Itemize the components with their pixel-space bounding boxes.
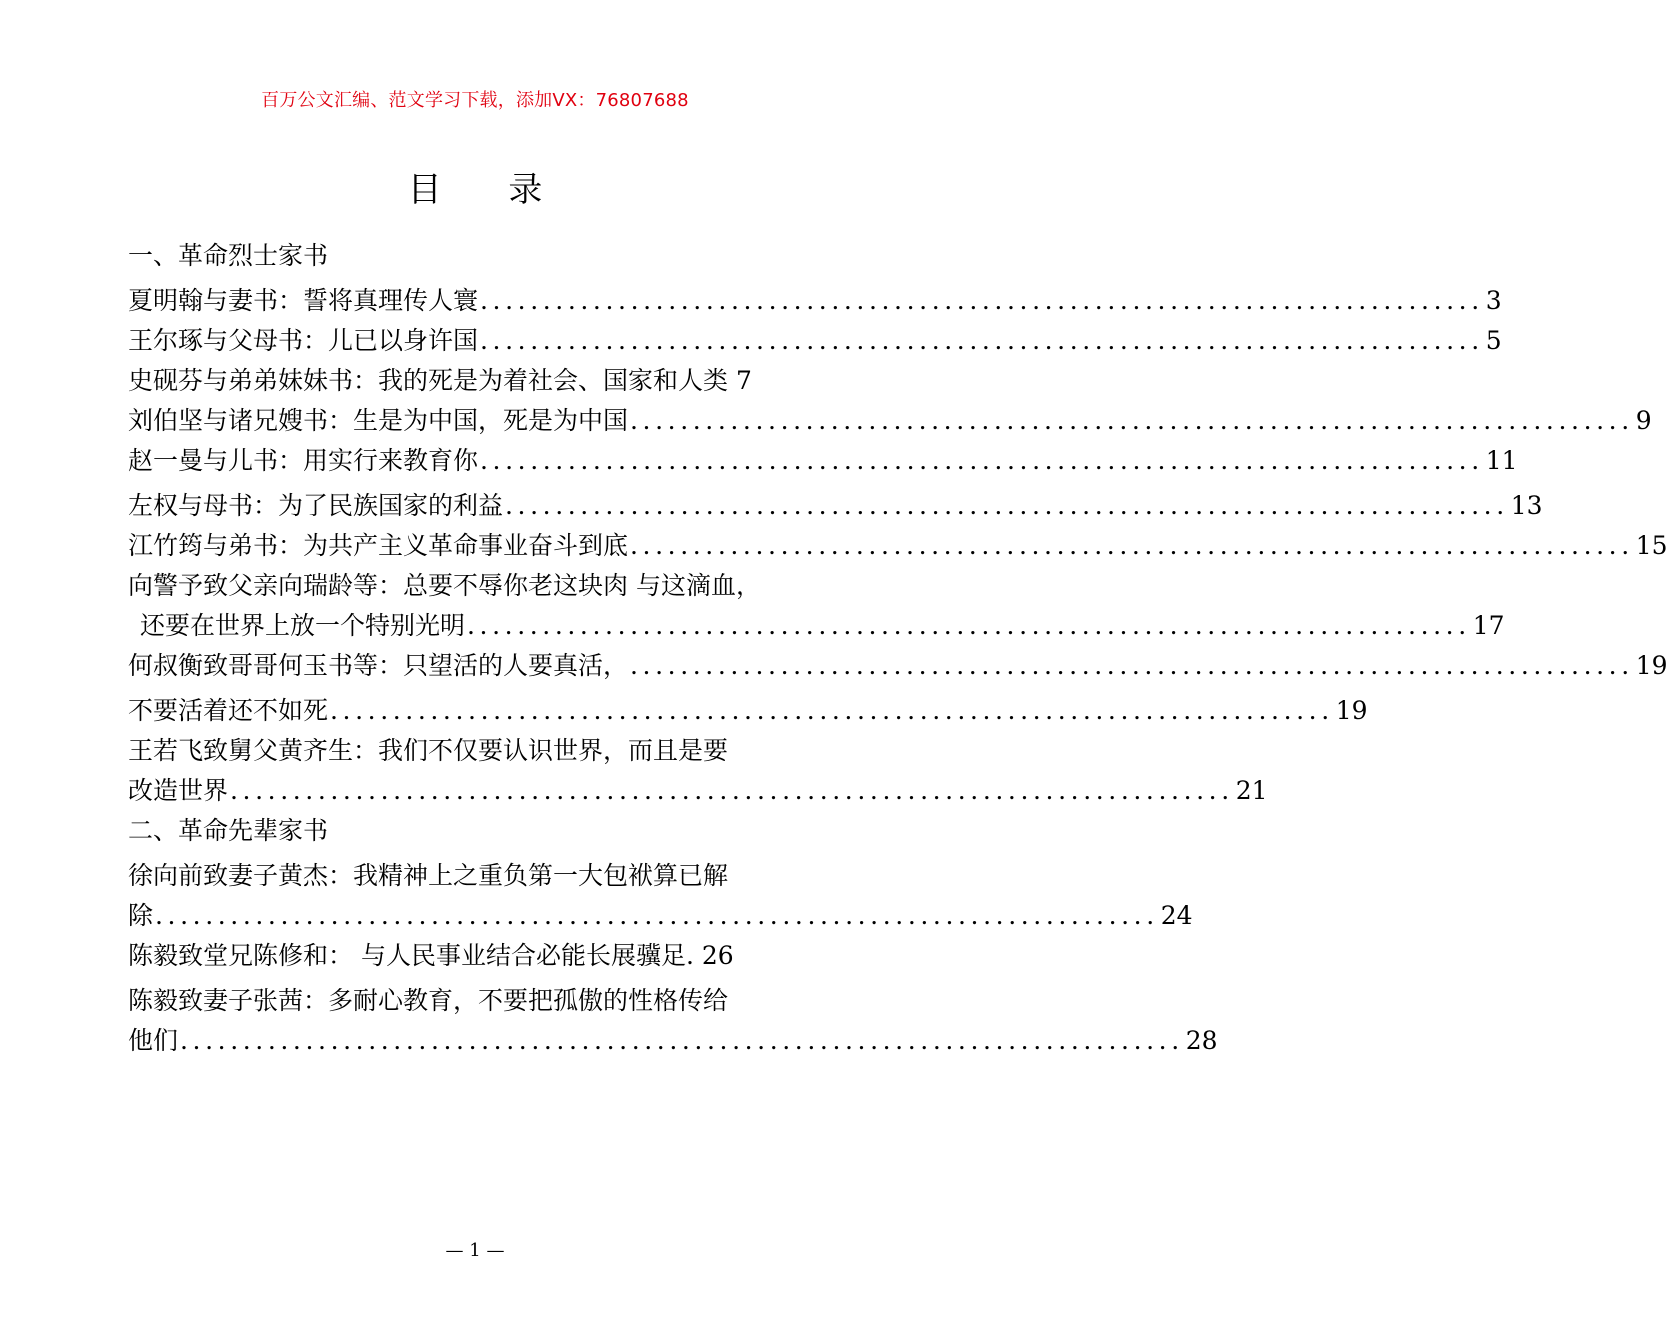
toc-page-number: 13	[1510, 491, 1543, 520]
toc-leader-dots: ................................................................................	[505, 491, 1509, 520]
toc-page-number: 3	[1485, 286, 1502, 315]
toc-section-heading: 一、革命烈士家书	[128, 241, 329, 270]
toc-page-number: 5	[1485, 326, 1502, 355]
toc-page-number: 28	[1185, 1026, 1218, 1055]
toc-entry[interactable]: 徐向前致妻子黄杰：我精神上之重负第一大包袱算已解	[128, 861, 729, 890]
toc-leader-dots: ................................................................................	[480, 326, 1484, 355]
toc-entry-continuation[interactable]: 他们 ................................................................................ 28	[128, 1021, 833, 1061]
toc-entry[interactable]: 不要活着还不如死 ................................................................................ 19	[128, 691, 833, 731]
toc-leader-dots: ................................................................................	[480, 446, 1484, 475]
toc-leader-dots: ................................................................................	[330, 696, 1334, 725]
toc-page-number: 17	[1472, 611, 1505, 640]
toc-leader-dots: ................................................................................	[180, 1026, 1184, 1055]
toc-entry[interactable]: 夏明翰与妻书：誓将真理传人寰 ................................................................................ 3	[128, 281, 833, 321]
page-title: 目 录	[407, 170, 571, 210]
toc-entry[interactable]: 王尔琢与父母书：儿已以身许国 ................................................................................ 5	[128, 321, 833, 361]
page-number-footer: — 1 —	[445, 1240, 505, 1261]
toc-entry[interactable]: 江竹筠与弟书：为共产主义革命事业奋斗到底 ................................................................................ 15	[128, 526, 833, 566]
toc-leader-dots: ................................................................................	[155, 901, 1159, 930]
toc-entry[interactable]: 刘伯坚与诸兄嫂书：生是为中国，死是为中国 ................................................................................ 9	[128, 401, 833, 441]
toc-entry[interactable]: 史砚芬与弟弟妹妹书：我的死是为着社会、国家和人类 7	[128, 366, 752, 395]
toc-page-number: 19	[1335, 696, 1368, 725]
toc-entry-continuation[interactable]: 改造世界 ................................................................................ 21	[128, 771, 833, 811]
toc-entry-continuation[interactable]: 除 ................................................................................ 24	[128, 896, 833, 936]
toc-entry[interactable]: 何叔衡致哥哥何玉书等：只望活的人要真活， ................................................................................ 19	[128, 646, 833, 686]
toc-leader-dots: ................................................................................	[630, 406, 1634, 435]
toc-leader-dots: ................................................................................	[467, 611, 1471, 640]
toc-page-number: 24	[1160, 901, 1193, 930]
toc-section-heading: 二、革命先辈家书	[128, 816, 329, 845]
toc-leader-dots: ................................................................................	[480, 286, 1484, 315]
toc-leader-dots: ................................................................................	[630, 531, 1634, 560]
header-banner: 百万公文汇编、范文学习下载，添加VX：76807688	[261, 90, 689, 111]
toc-entry[interactable]: 向警予致父亲向瑞龄等：总要不辱你老这块肉 与这滴血，	[128, 571, 761, 600]
toc-entry[interactable]: 陈毅致堂兄陈修和： 与人民事业结合必能长展骥足. 26	[128, 941, 734, 970]
toc-page-number: 11	[1485, 446, 1518, 475]
toc-entry[interactable]: 陈毅致妻子张茜：多耐心教育，不要把孤傲的性格传给	[128, 986, 729, 1015]
toc-leader-dots: ................................................................................	[230, 776, 1234, 805]
toc-page-number: 9	[1635, 406, 1652, 435]
toc-entry[interactable]: 左权与母书：为了民族国家的利益 ................................................................................ 13	[128, 486, 833, 526]
toc-leader-dots: ................................................................................	[630, 651, 1634, 680]
table-of-contents	[128, 236, 1668, 1061]
toc-entry[interactable]: 赵一曼与儿书：用实行来教育你 ................................................................................ 11	[128, 441, 833, 481]
toc-page-number: 15	[1635, 531, 1668, 560]
toc-entry[interactable]: 王若飞致舅父黄齐生：我们不仅要认识世界，而且是要	[128, 736, 729, 765]
toc-page-number: 19	[1635, 651, 1668, 680]
toc-entry-continuation[interactable]: 还要在世界上放一个特别光明 ................................................................................ 17	[128, 606, 833, 646]
toc-page-number: 21	[1235, 776, 1268, 805]
